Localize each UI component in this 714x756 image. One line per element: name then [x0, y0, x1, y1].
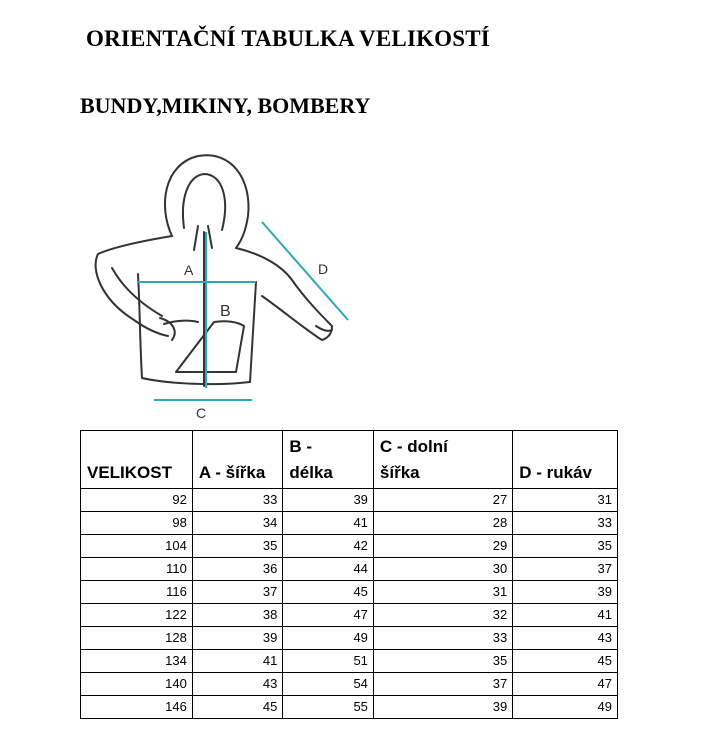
- cell-velikost: 104: [81, 535, 193, 558]
- label-b: B: [220, 303, 231, 320]
- cell-a: 35: [192, 535, 283, 558]
- cell-b: 41: [283, 512, 374, 535]
- cell-c: 28: [373, 512, 512, 535]
- cell-c: 35: [373, 650, 512, 673]
- cell-b: 45: [283, 581, 374, 604]
- cell-c: 32: [373, 604, 512, 627]
- cell-velikost: 122: [81, 604, 193, 627]
- cell-velikost: 128: [81, 627, 193, 650]
- header-d: D - rukáv: [513, 431, 618, 489]
- table-row: [81, 512, 618, 535]
- cell-b: 47: [283, 604, 374, 627]
- label-a: A: [184, 262, 194, 278]
- cell-d: 37: [513, 558, 618, 581]
- size-table: [80, 430, 618, 719]
- cell-a: 36: [192, 558, 283, 581]
- cell-velikost: 116: [81, 581, 193, 604]
- header-velikost: VELIKOST: [81, 431, 193, 489]
- cell-c: 39: [373, 696, 512, 719]
- table-row: [81, 696, 618, 719]
- hood-inner-outline: [183, 174, 225, 230]
- cell-a: 45: [192, 696, 283, 719]
- cell-a: 38: [192, 604, 283, 627]
- cell-velikost: 110: [81, 558, 193, 581]
- body-right-outline: [250, 282, 256, 382]
- label-d: D: [318, 261, 329, 277]
- cell-velikost: 134: [81, 650, 193, 673]
- cell-d: 35: [513, 535, 618, 558]
- header-a: A - šířka: [192, 431, 283, 489]
- table-row: [81, 558, 618, 581]
- cell-d: 43: [513, 627, 618, 650]
- cell-c: 33: [373, 627, 512, 650]
- right-cuff: [316, 326, 332, 331]
- left-sleeve-outline: [96, 236, 172, 336]
- table-row: [81, 627, 618, 650]
- hoodie-diagram: [86, 150, 366, 422]
- table-row: [81, 650, 618, 673]
- cell-d: 41: [513, 604, 618, 627]
- cell-a: 34: [192, 512, 283, 535]
- cell-b: 42: [283, 535, 374, 558]
- table-header-row: [81, 431, 618, 489]
- cell-d: 39: [513, 581, 618, 604]
- cell-c: 37: [373, 673, 512, 696]
- cell-b: 51: [283, 650, 374, 673]
- page-title: ORIENTAČNÍ TABULKA VELIKOSTÍ: [86, 26, 490, 51]
- cell-c: 30: [373, 558, 512, 581]
- cell-b: 39: [283, 489, 374, 512]
- cell-d: 45: [513, 650, 618, 673]
- body-left-outline: [138, 274, 250, 384]
- cell-c: 27: [373, 489, 512, 512]
- cell-velikost: 146: [81, 696, 193, 719]
- cell-d: 31: [513, 489, 618, 512]
- cell-c: 31: [373, 581, 512, 604]
- cell-a: 39: [192, 627, 283, 650]
- table-row: [81, 673, 618, 696]
- cell-b: 55: [283, 696, 374, 719]
- cell-d: 33: [513, 512, 618, 535]
- label-c: C: [196, 405, 207, 421]
- cell-c: 29: [373, 535, 512, 558]
- table-row: [81, 535, 618, 558]
- cell-b: 49: [283, 627, 374, 650]
- cell-b: 44: [283, 558, 374, 581]
- cell-d: 49: [513, 696, 618, 719]
- table-row: [81, 604, 618, 627]
- cell-b: 54: [283, 673, 374, 696]
- page-subtitle: BUNDY,MIKINY, BOMBERY: [80, 93, 371, 118]
- cell-velikost: 140: [81, 673, 193, 696]
- cell-d: 47: [513, 673, 618, 696]
- cell-a: 37: [192, 581, 283, 604]
- cell-velikost: 98: [81, 512, 193, 535]
- cell-a: 41: [192, 650, 283, 673]
- header-c: C - dolní šířka: [373, 431, 512, 489]
- cell-a: 43: [192, 673, 283, 696]
- table-row: [81, 581, 618, 604]
- cell-a: 33: [192, 489, 283, 512]
- header-b: B - délka: [283, 431, 374, 489]
- table-row: [81, 489, 618, 512]
- cell-velikost: 92: [81, 489, 193, 512]
